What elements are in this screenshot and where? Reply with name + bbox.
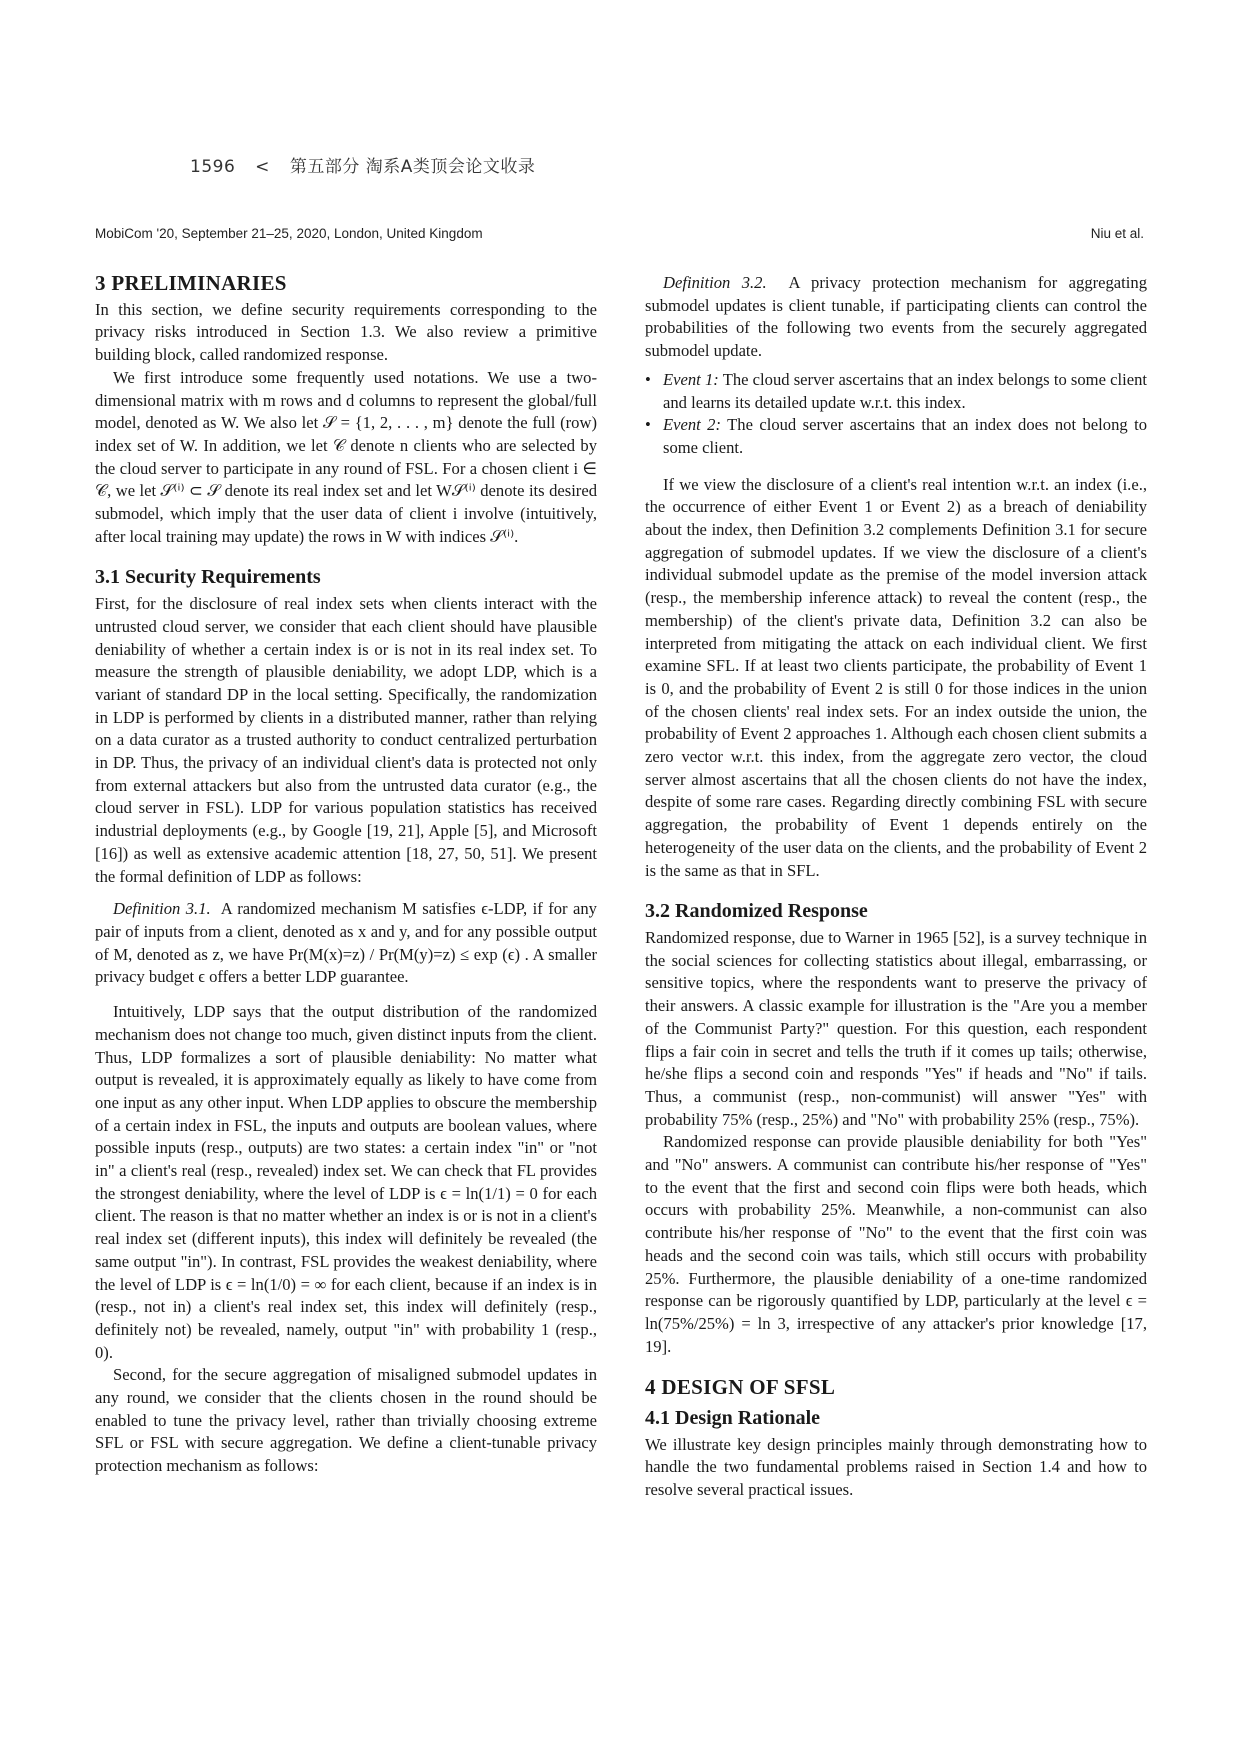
book-page-number: 1596 xyxy=(190,157,236,177)
section-3-1-heading: 3.1 Security Requirements xyxy=(95,566,321,589)
right-column xyxy=(645,272,1147,1502)
paragraph: In this section, we define security requirements corresponding to the privacy risks introduced in Section 1.3. We also review a primitive building block, called randomized response. xyxy=(95,299,597,365)
running-head-venue: MobiCom '20, September 21–25, 2020, London, United Kingdom xyxy=(95,226,483,241)
paragraph: Randomized response, due to Warner in 1965 [52], is a survey technique in the social sciences for collecting statistics about illegal, embarrassing, or sensitive topics, where the respondents want to preserve the privacy of their answers. A classic example for illustration is the "Are you a member of the Communist Party?" question. For this question, each respondent flips a fair coin in secret and tells the truth if it comes up tails; otherwise, he/she flips a second coin and responds "Yes" if heads and "No" if tails. Thus, a communist (resp., non-communist) will answer "Yes" with probability 75% (resp., 25%) and "No" with probability 25% (resp., 75%). xyxy=(645,927,1147,1129)
paragraph: Intuitively, LDP says that the output distribution of the randomized mechanism does not change too much, given distinct inputs from the client. Thus, LDP formalizes a sort of plausible deniability: No matter what output is revealed, it is approximately equally as likely to have come from one input as any other input. When LDP applies to obscure the membership of a certain index in FSL, the inputs and outputs are boolean values, where possible inputs (resp., outputs) are two states: a certain index "in" or "not in" a client's real (resp., revealed) index set. We can check that FL provides the strongest deniability, where the level of LDP is ϵ = ln(1/1) = 0 for each client. The reason is that no matter whether an index is or is not in a client's real index set (different inputs), this index will definitely be revealed (the same output "in"). In contrast, FSL provides the weakest deniability, where the level of LDP is ϵ = ln(1/0) = ∞ for each client, because if an index is in (resp., not in) a client's real index set, this index will definitely (resp., definitely not) be revealed, namely, output "in" with probability 1 (resp., 0). xyxy=(95,1002,597,1362)
section-3-heading: 3 PRELIMINARIES xyxy=(95,271,287,295)
event-list xyxy=(645,369,1147,460)
left-column xyxy=(95,272,597,1478)
definition-text: A privacy protection mechanism for aggregating submodel updates is client tunable, if participating clients can control the probabilities of the following two events from the securely aggregated submodel update. xyxy=(645,273,1147,361)
event-text: The cloud server ascertains that an index belongs to some client and learns its detailed update w.r.t. this index. xyxy=(663,369,1147,412)
definition-3-2 xyxy=(645,272,1147,363)
event-label: Event 2: xyxy=(663,415,722,435)
section-4-1-heading: 4.1 Design Rationale xyxy=(645,1407,820,1430)
paragraph: If we view the disclosure of a client's real intention w.r.t. an index (i.e., the occurrence of either Event 1 or Event 2) as a breach of deniability about the index, then Definition 3.2 complements Definition 3.1 for secure aggregation of submodel updates. If we view the disclosure of a client's individual submodel update as the premise of the model inversion attack (resp., the membership inference attack) to reveal the content (resp., the membership) of the client's private data, Definition 3.2 can also be interpreted from mitigating the attack on each individual client. We first examine SFL. If at least two clients participate, the probability of Event 1 is 0, and the probability of Event 2 is still 0 for those indices in the union of the chosen clients' real index sets. For an index outside the union, the probability of Event 2 approaches 1. Although each chosen client submits a zero vector w.r.t. this index, from the aggregate zero vector, the cloud server almost ascertains that all the chosen clients do not have the index, despite of some rare cases. Regarding directly combining FSL with secure aggregation, the probability of Event 1 depends entirely on the heterogeneity of the user data on the clients, and the probability of Event 2 is the same as that in SFL. xyxy=(645,474,1147,880)
section-3-2-heading: 3.2 Randomized Response xyxy=(645,900,868,923)
definition-label: Definition 3.2. xyxy=(663,273,767,292)
paragraph: First, for the disclosure of real index sets when clients interact with the untrusted cloud server, we consider that each client should have plausible deniability of whether a certain index is or is not in its real index set. To measure the strength of plausible deniability, we adopt LDP, which is a variant of standard DP in the local setting. Specifically, the randomization in LDP is performed by clients in a distributed manner, rather than relying on a data curator as a trusted authority to conduct centralized perturbation in DP. Thus, the privacy of an individual client's data is protected not only from external attackers but also from the untrusted data curator (e.g., the cloud server in FSL). LDP for various population statistics has received industrial deployments (e.g., by Google [19, 21], Apple [5], and Microsoft [16]) as well as extensive academic attention [18, 27, 50, 51]. We present the formal definition of LDP as follows: xyxy=(95,594,597,886)
book-header-separator: < xyxy=(255,157,270,177)
event-text: The cloud server ascertains that an index does not belong to some client. xyxy=(663,415,1147,457)
paragraph: Randomized response can provide plausible deniability for both "Yes" and "No" answers. A communist can contribute his/her response of "Yes" to the event that the first and second coin flips were both heads, which occurs with probability 25%. Meanwhile, a non-communist can also contribute his/her response of "No" to the event that the first coin was heads and the second coin was tails, which still occurs with probability 25%. Furthermore, the plausible deniability of a one-time randomized response can be rigorously quantified by LDP, particularly at the level ϵ = ln(75%/25%) = ln 3, irrespective of any attacker's prior knowledge [17, 19]. xyxy=(645,1132,1147,1356)
definition-text: A randomized mechanism M satisfies ϵ-LDP, if for any pair of inputs from a client, denoted as x and y, and for any possible output of M, denoted as z, we have Pr(M(x)=z) / Pr(M(y)=z) ≤ exp (ϵ) . A smaller privacy budget ϵ offers a better LDP guarantee. xyxy=(95,899,597,987)
paragraph: We illustrate key design principles mainly through demonstrating how to handle the two fundamental problems raised in Section 1.4 and how to resolve several practical issues. xyxy=(645,1434,1147,1500)
list-item xyxy=(645,414,1147,459)
section-4-heading: 4 DESIGN OF SFSL xyxy=(645,1375,836,1400)
running-head-authors: Niu et al. xyxy=(1090,226,1144,241)
event-label: Event 1: xyxy=(663,369,719,389)
list-item xyxy=(645,369,1147,414)
book-header xyxy=(190,152,549,177)
definition-3-1 xyxy=(95,898,597,989)
paragraph: Second, for the secure aggregation of misaligned submodel updates in any round, we consider that the clients chosen in the round should be enabled to tune the privacy level, rather than trivially choosing extreme SFL or FSL with secure aggregation. We define a client-tunable privacy protection mechanism as follows: xyxy=(95,1365,597,1476)
book-part-title: 第五部分 淘系A类顶会论文收录 xyxy=(289,157,536,177)
definition-label: Definition 3.1. xyxy=(113,899,211,919)
paragraph: We first introduce some frequently used notations. We use a two-dimensional matrix with m rows and d columns to represent the global/full model, denoted as W. We also let 𝒮 = {1, 2, . . . , m} denote the full (row) index set of W. In addition, we let 𝒞 denote n clients who are selected by the cloud server to participate in any round of FSL. For a chosen client i ∈ 𝒞, we let 𝒮⁽ⁱ⁾ ⊂ 𝒮 denote its real index set and let W𝒮⁽ⁱ⁾ denote its desired submodel, which imply that the user data of client i involve (intuitively, after local training may update) the rows in W with indices 𝒮⁽ⁱ⁾. xyxy=(95,367,597,546)
